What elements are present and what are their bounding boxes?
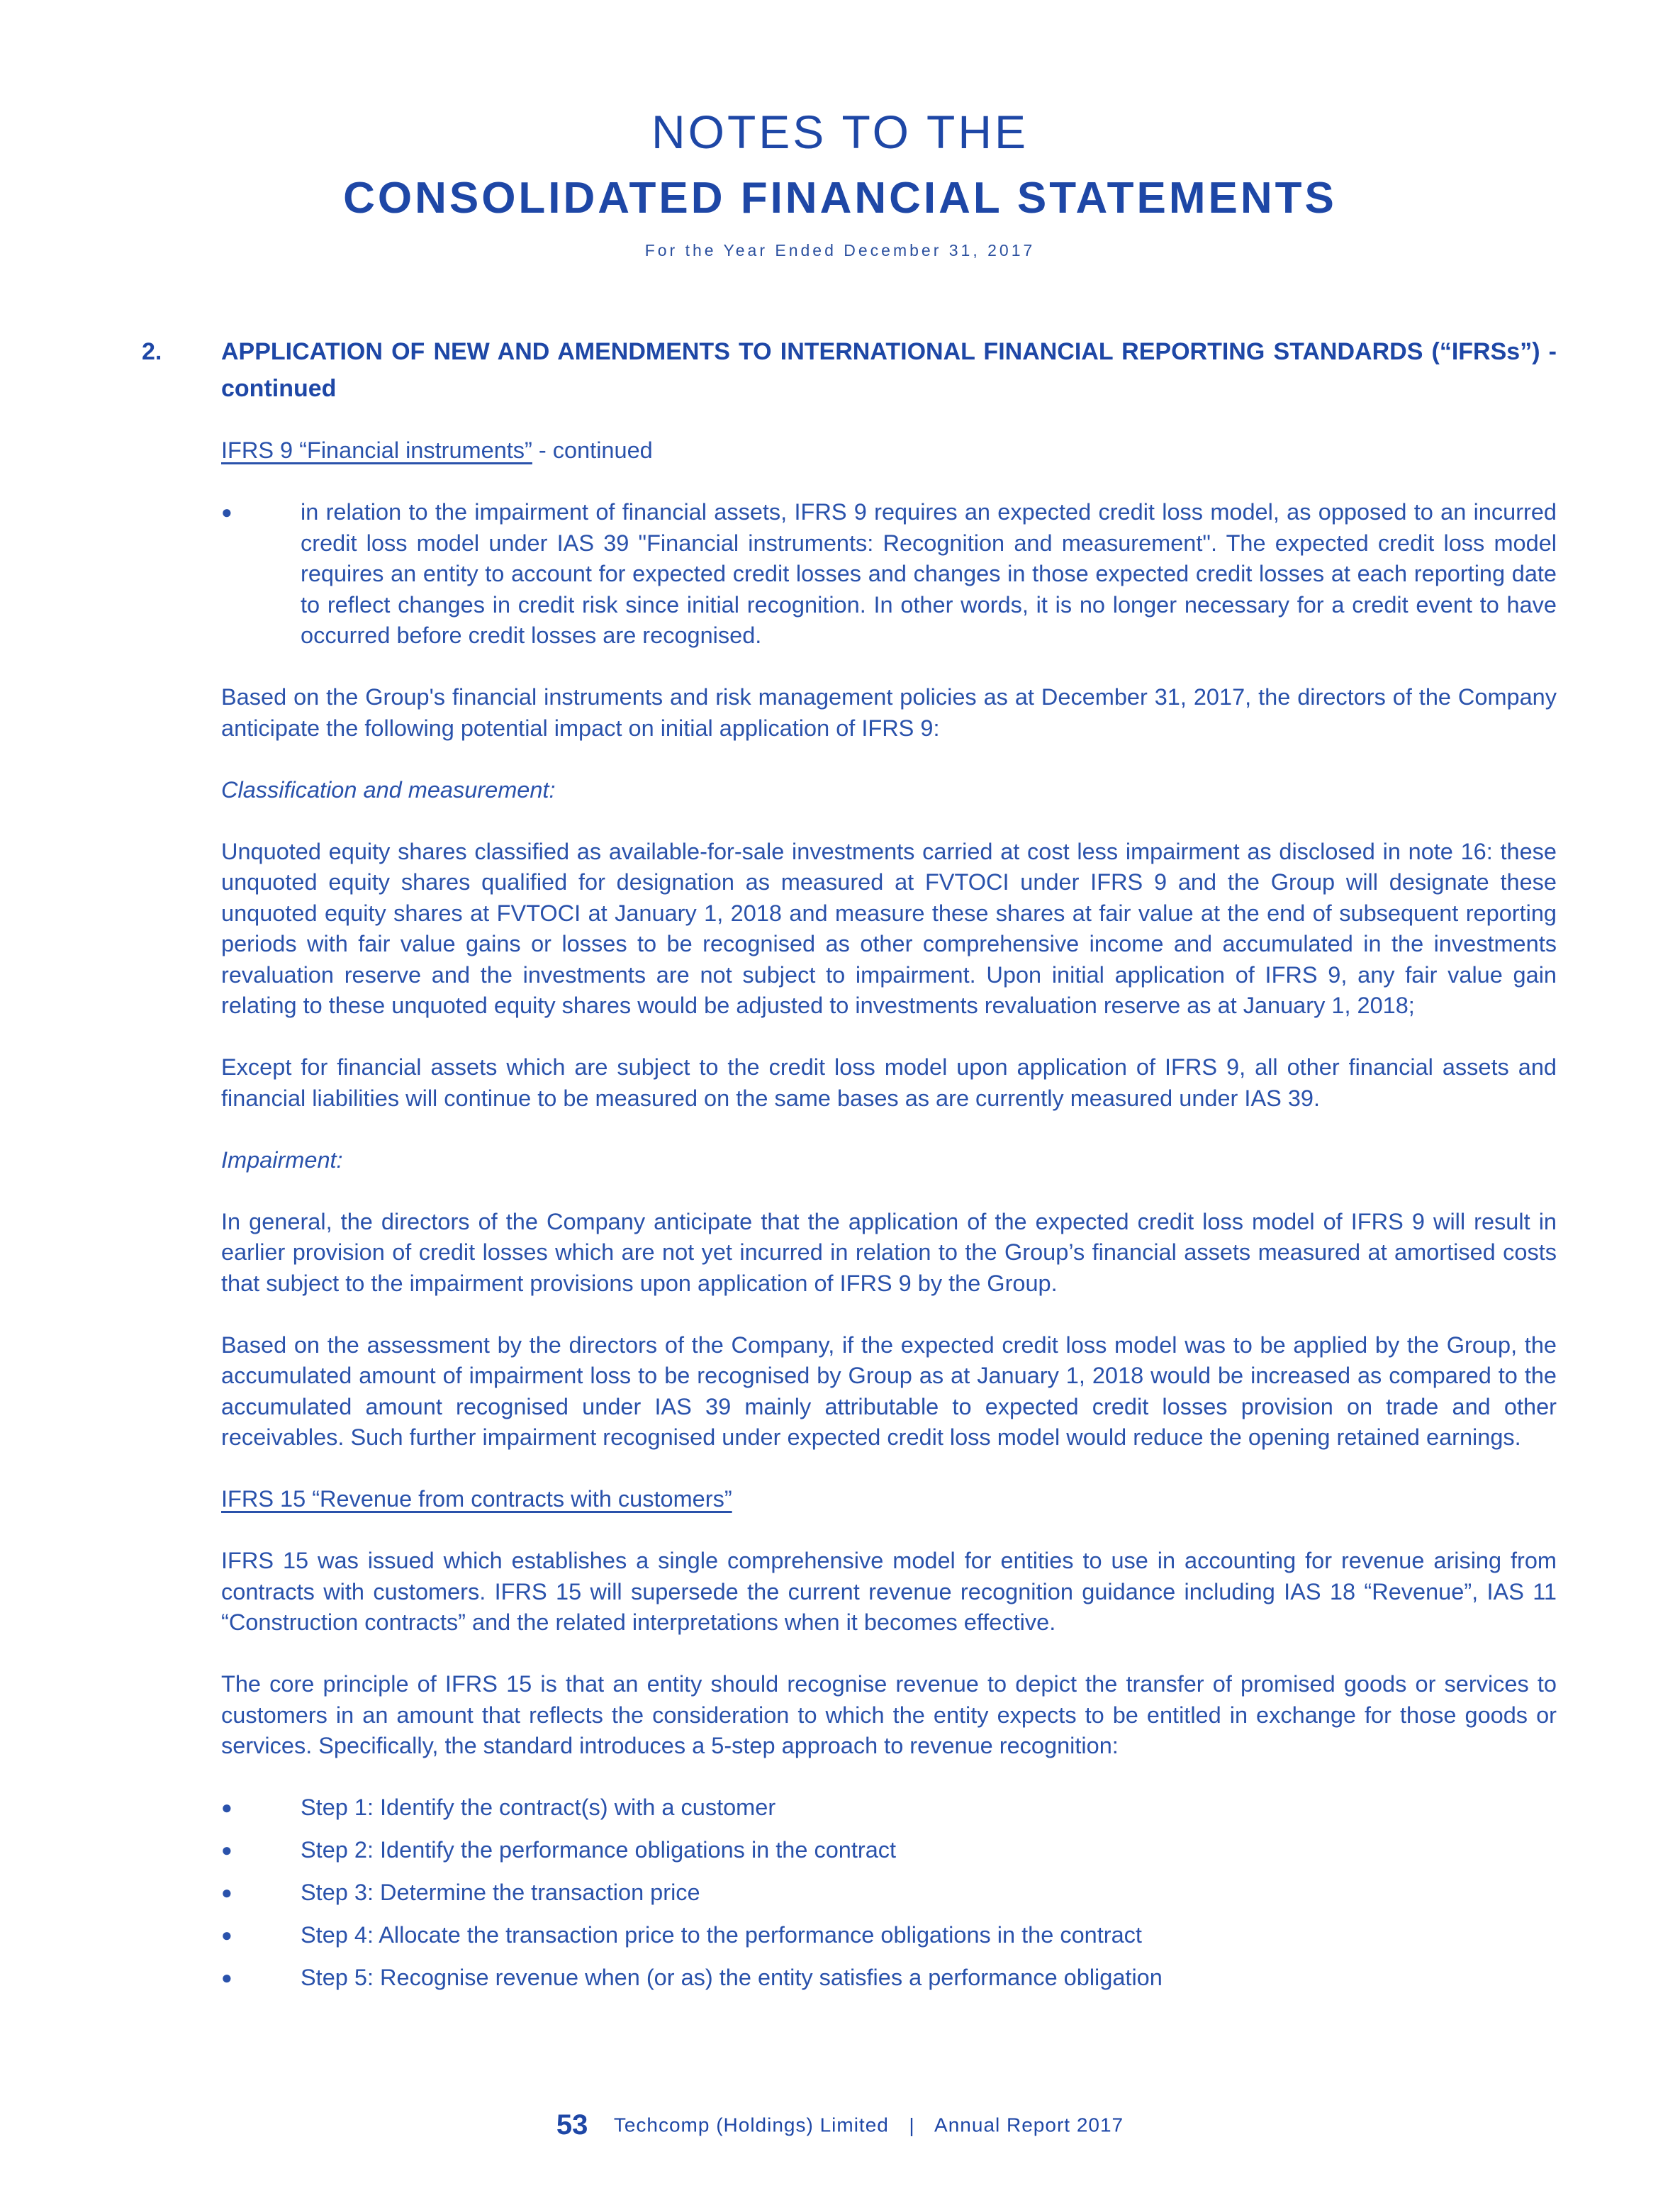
section-heading: [142, 333, 1557, 407]
section-number: 2.: [142, 338, 162, 365]
paragraph-except: Except for financial assets which are subject to the credit loss model upon application of IFRS 9, all other financial assets and financial liabilities will continue to be measured on the same bases as are currently measured under IAS 39.: [221, 1054, 1557, 1111]
step-text: Step 2: Identify the performance obligations in the contract: [301, 1837, 897, 1863]
list-item: [221, 1963, 1557, 1994]
page-title-line2: CONSOLIDATED FINANCIAL STATEMENTS: [343, 174, 1337, 223]
bullet-text: in relation to the impairment of financial assets, IFRS 9 requires an expected credit loss model, as opposed to an incurred credit loss model under IAS 39 "Financial instruments: Recognition and measurement". The expected credit loss model requires an entity to account for expected credit losses and changes in those expected credit losses at each reporting date to reflect changes in credit risk since initial recognition. In other words, it is no longer necessary for a credit event to have occurred before credit losses are recognised.: [301, 499, 1557, 648]
main-content: [142, 333, 1557, 2005]
ifrs15-subheading: [221, 1484, 1557, 1515]
list-item: [221, 1792, 1557, 1824]
steps-list: [221, 1792, 1557, 1994]
step-text: Step 3: Determine the transaction price: [301, 1880, 700, 1905]
bullet-icon: ●: [221, 1797, 233, 1818]
bullet-icon: ●: [221, 1924, 233, 1946]
ifrs9-subheading: [221, 435, 1557, 467]
step-text: Step 1: Identify the contract(s) with a customer: [301, 1795, 776, 1820]
ifrs9-subheading-title: IFRS 9 “Financial instruments”: [221, 437, 532, 463]
footer-company: Techcomp (Holdings) Limited: [613, 2114, 889, 2136]
paragraph-core-principle: The core principle of IFRS 15 is that an entity should recognise revenue to depict the transfer of promised goods or services to customers in an amount that reflects the consideration to which the entity expects to be entitled in exchange for those goods or services. Specifically, the standard introduces a 5-step approach to revenue recognition:: [221, 1671, 1557, 1758]
paragraph-basis: Based on the Group's financial instruments and risk management policies as at December 31, 2017, the directors of the Company anticipate the following potential impact on initial application of IFRS 9:: [221, 684, 1557, 741]
paragraph-assessment: Based on the assessment by the directors of the Company, if the expected credit loss model was to be applied by the Group, the accumulated amount of impairment loss to be recognised by Group as at January 1, 2018 would be increased as compared to the accumulated amount recognised under IAS 39 mainly attributable to expected credit losses provision on trade and other receivables. Such further impairment recognised under expected credit loss model would reduce the opening retained earnings.: [221, 1332, 1557, 1450]
paragraph-ifrs15-issued: IFRS 15 was issued which establishes a single comprehensive model for entities to use in accounting for revenue arising from contracts with customers. IFRS 15 will supersede the current revenue recognition guidance including IAS 18 “Revenue”, IAS 11 “Construction contracts” and the related interpretations when it becomes effective.: [221, 1548, 1557, 1635]
step-text: Step 4: Allocate the transaction price to the performance obligations in the contract: [301, 1922, 1142, 1948]
footer-report: Annual Report 2017: [934, 2114, 1124, 2136]
step-text: Step 5: Recognise revenue when (or as) the entity satisfies a performance obligation: [301, 1965, 1163, 1990]
page-number: 53: [556, 2109, 588, 2140]
classification-heading: Classification and measurement:: [221, 776, 556, 803]
bullet-icon: ●: [221, 1967, 233, 1988]
bullet-icon: ●: [221, 1882, 233, 1903]
ifrs9-subheading-suffix: - continued: [532, 437, 653, 463]
section-title: APPLICATION OF NEW AND AMENDMENTS TO INTERNATIONAL FINANCIAL REPORTING STANDARDS (“IFRSs”) - continued: [221, 338, 1557, 402]
bullet-icon: ●: [221, 1839, 233, 1860]
page-footer: [0, 2109, 1680, 2141]
page-title-line1: NOTES TO THE: [651, 106, 1029, 158]
list-item: [221, 1877, 1557, 1909]
list-item: [221, 1920, 1557, 1951]
impairment-heading: Impairment:: [221, 1146, 343, 1173]
list-item: [221, 497, 1557, 652]
section-body: [221, 435, 1557, 1994]
ifrs9-bullet-list: [221, 497, 1557, 652]
footer-separator: |: [909, 2114, 914, 2136]
list-item: [221, 1835, 1557, 1866]
ifrs15-subheading-title: IFRS 15 “Revenue from contracts with customers”: [221, 1486, 732, 1512]
paragraph-unquoted-equity: Unquoted equity shares classified as available-for-sale investments carried at cost less impairment as disclosed in note 16: these unquoted equity shares qualified for designation as measured at FVTOCI under IFRS 9 and the Group will designate these unquoted equity shares at FVTOCI at January 1, 2018 and measure these shares at fair value at the end of subsequent reporting periods with fair value gains or losses to be recognised as other comprehensive income and accumulated in the investments revaluation reserve and the investments are not subject to impairment. Upon initial application of IFRS 9, any fair value gain relating to these unquoted equity shares would be adjusted to investments revaluation reserve as at January 1, 2018;: [221, 838, 1557, 1018]
bullet-icon: ●: [221, 501, 233, 523]
page-subtitle: For the Year Ended December 31, 2017: [644, 241, 1036, 259]
paragraph-general: In general, the directors of the Company anticipate that the application of the expected credit loss model of IFRS 9 will result in earlier provision of credit losses which are not yet incurred in relation to the Group’s financial assets measured at amortised costs that subject to the impairment provisions upon application of IFRS 9 by the Group.: [221, 1208, 1557, 1296]
